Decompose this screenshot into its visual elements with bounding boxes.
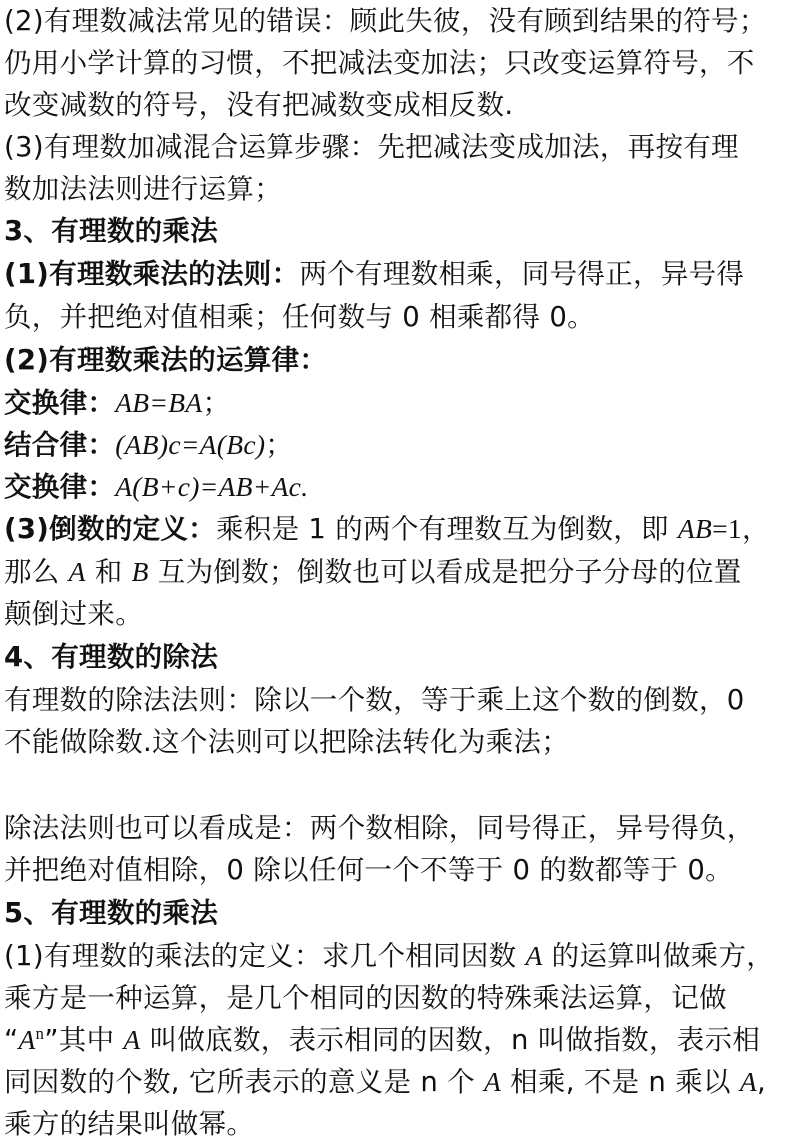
text: 数加法法则进行运算； <box>4 173 282 205</box>
punct: ； <box>265 429 294 461</box>
text: 乘积是 1 的两个有理数互为倒数，即 <box>215 513 678 545</box>
text: 那么 <box>4 556 69 588</box>
rule-label: (1)有理数乘法的法则： <box>4 258 300 290</box>
formula: A(B+c)=AB+Ac. <box>115 471 309 502</box>
text: 有理数的除法法则：除以一个数，等于乘上这个数的倒数，0 <box>4 684 745 716</box>
variable: A <box>68 556 86 587</box>
text: ”其中 <box>44 1024 124 1056</box>
law-distributive <box>4 466 308 508</box>
definition-label: (3)倒数的定义： <box>4 513 216 545</box>
text: 乘方是一种运算，是几个相同的因数的特殊乘法运算，记做 <box>4 982 727 1014</box>
law-label: 结合律： <box>4 429 116 461</box>
variable: A <box>18 1024 36 1055</box>
text: 不能做除数.这个法则可以把除法转化为乘法； <box>4 726 570 758</box>
heading-text: 4、有理数的除法 <box>4 641 219 673</box>
s2-item2-line2 <box>4 42 755 84</box>
s3-rule-line1 <box>4 253 744 295</box>
variable: B <box>131 556 149 587</box>
text: =1， <box>712 513 770 544</box>
text: 负，并把绝对值相乘；任何数与 0 相乘都得 0。 <box>4 301 595 333</box>
text: 的运算叫做乘方， <box>542 940 775 972</box>
variable: A <box>739 1066 757 1097</box>
s3-recip-line3 <box>4 593 143 635</box>
formula: (AB)c=A(Bc) <box>115 429 266 460</box>
law-commutative <box>4 382 230 424</box>
punct: ； <box>202 387 231 419</box>
text: (1)有理数的乘法的定义：求几个相同因数 <box>4 940 526 972</box>
heading-text: (2)有理数乘法的运算律： <box>4 344 328 376</box>
s5-line3 <box>4 1019 760 1061</box>
variable: A <box>123 1024 141 1055</box>
heading-text: 3、有理数的乘法 <box>4 215 219 247</box>
s5-line5 <box>4 1103 254 1145</box>
law-label: 交换律： <box>4 387 116 419</box>
formula: AB=BA <box>115 387 203 418</box>
s4-alt-line2 <box>4 849 733 891</box>
text: 仍用小学计算的习惯，不把减法变加法；只改变运算符号，不 <box>4 47 755 79</box>
s3-rule-line2 <box>4 296 595 338</box>
s2-item3-line1 <box>4 126 739 168</box>
text: 互为倒数；倒数也可以看成是把分子分母的位置 <box>148 556 742 588</box>
s2-item2-line3 <box>4 84 513 126</box>
text: 叫做底数，表示相同的因数，n 叫做指数，表示相 <box>140 1024 761 1056</box>
law-label: 交换律： <box>4 471 116 503</box>
law-associative <box>4 424 293 466</box>
heading-text: 5、有理数的乘法 <box>4 897 219 929</box>
s5-line1 <box>4 935 774 977</box>
variable: A <box>525 940 543 971</box>
text: 和 <box>85 556 132 588</box>
text: (2)有理数减法常见的错误：顾此失彼，没有顾到结果的符号； <box>4 5 767 37</box>
text: 并把绝对值相除，0 除以任何一个不等于 0 的数都等于 0。 <box>4 854 733 886</box>
text: 颠倒过来。 <box>4 598 143 630</box>
s3-recip-line2 <box>4 551 742 593</box>
text: 改变减数的符号，没有把减数变成相反数. <box>4 89 514 121</box>
text: (3)有理数加减混合运算步骤：先把减法变成加法，再按有理 <box>4 131 739 163</box>
section-5-heading <box>4 892 218 934</box>
variable: A <box>483 1066 502 1097</box>
s5-line4 <box>4 1061 766 1103</box>
s2-item3-line2 <box>4 168 282 210</box>
text: 同因数的个数, 它所表示的意义是 n 个 <box>4 1066 484 1098</box>
exponent: n <box>35 1023 45 1043</box>
text: 两个有理数相乘，同号得正，异号得 <box>299 258 745 290</box>
s4-rule-line2 <box>4 721 569 763</box>
s4-rule-line1 <box>4 679 745 721</box>
text: “ <box>4 1024 19 1056</box>
s3-laws-heading <box>4 339 327 381</box>
s3-recip-line1 <box>4 508 770 550</box>
section-4-heading <box>4 636 218 678</box>
text: 除法法则也可以看成是：两个数相除，同号得正，异号得负， <box>4 812 755 844</box>
s4-alt-line1 <box>4 807 755 849</box>
section-3-heading <box>4 210 218 252</box>
formula: AB <box>677 513 713 544</box>
text: 相乘, 不是 n 乘以 <box>501 1066 740 1098</box>
text: , <box>756 1066 766 1098</box>
s5-line2 <box>4 977 727 1019</box>
s2-item2-line1 <box>4 0 767 42</box>
text: 乘方的结果叫做幂。 <box>4 1108 255 1140</box>
